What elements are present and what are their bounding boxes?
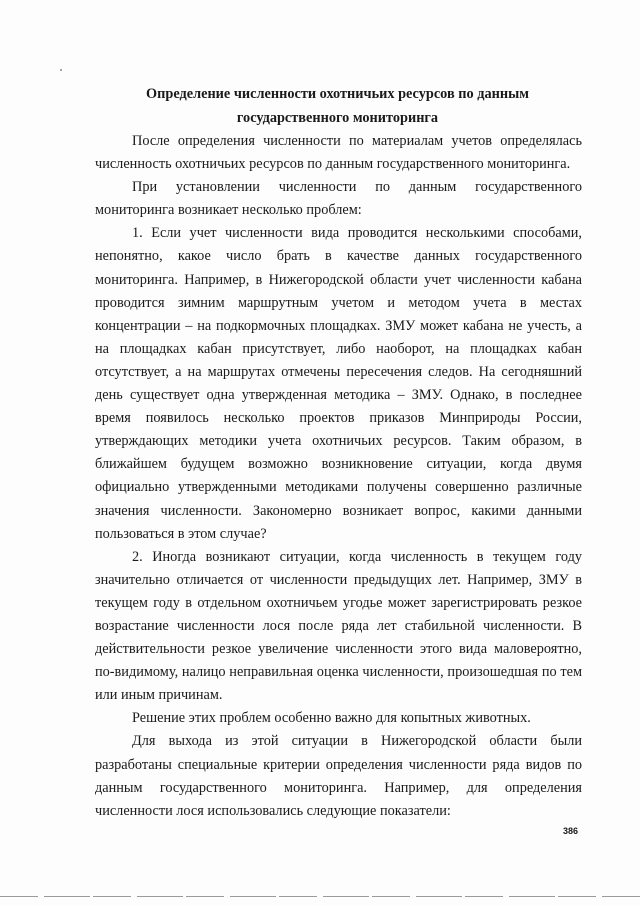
paragraph: 2. Иногда возникают ситуации, когда численность в текущем году значительно отличается от численности предыдущих лет. Например, ЗМУ в текущем году в отдельном охотничьем угодье может зарегистрировать резкое возрастание численности лося после ряда лет стабильной численности. В действительности резкое увеличение численности этого вида маловероятно, по-видимому, налицо неправильная оценка численности, произошедшая по тем или иным причинам. <box>95 548 582 704</box>
page-number: 386 <box>563 826 579 836</box>
paragraph: Решение этих проблем особенно важно для копытных животных. <box>132 710 531 727</box>
section-title-line-2: государственного мониторинга <box>236 110 439 126</box>
section-title-line-1: Определение численности охотничьих ресурсов по данным <box>146 86 529 102</box>
paragraph: Для выхода из этой ситуации в Нижегородской области были разработаны специальные критерии определения численности ряда видов по данным государственного мониторинга. Например, для определения численности лося использовались следующие показатели: <box>95 733 582 819</box>
paragraph: При установлении численности по данным государственного мониторинга возникает несколько проблем: <box>95 179 582 219</box>
scan-edge-line <box>0 896 640 897</box>
document-body <box>95 130 582 823</box>
scan-speck <box>60 69 62 71</box>
paragraph: После определения численности по материалам учетов определялась численность охотничьих ресурсов по данным государственного мониторинга. <box>95 133 582 173</box>
paragraph: 1. Если учет численности вида проводится несколькими способами, непонятно, какое число брать в качестве данных государственного мониторинга. Например, в Нижегородской области учет численности кабана проводится зимним маршрутным учетом и методом учета в местах концентрации – на подкормочных площадках. ЗМУ может кабана не учесть, а на площадках кабан присутствует, либо наоборот, на площадках кабан отсутствует, а на маршрутах отмечены пересечения следов. На сегодняшний день существует одна утвержденная методика – ЗМУ. Однако, в последнее время появилось несколько проектов приказов Минприроды России, утверждающих методики учета охотничьих ресурсов. Таким образом, в ближайшем будущем возможно возникновение ситуации, когда двумя официально утвержденными методиками получены совершенно различные значения численности. Закономерно возникает вопрос, какими данными пользоваться в этом случае? <box>95 225 582 542</box>
